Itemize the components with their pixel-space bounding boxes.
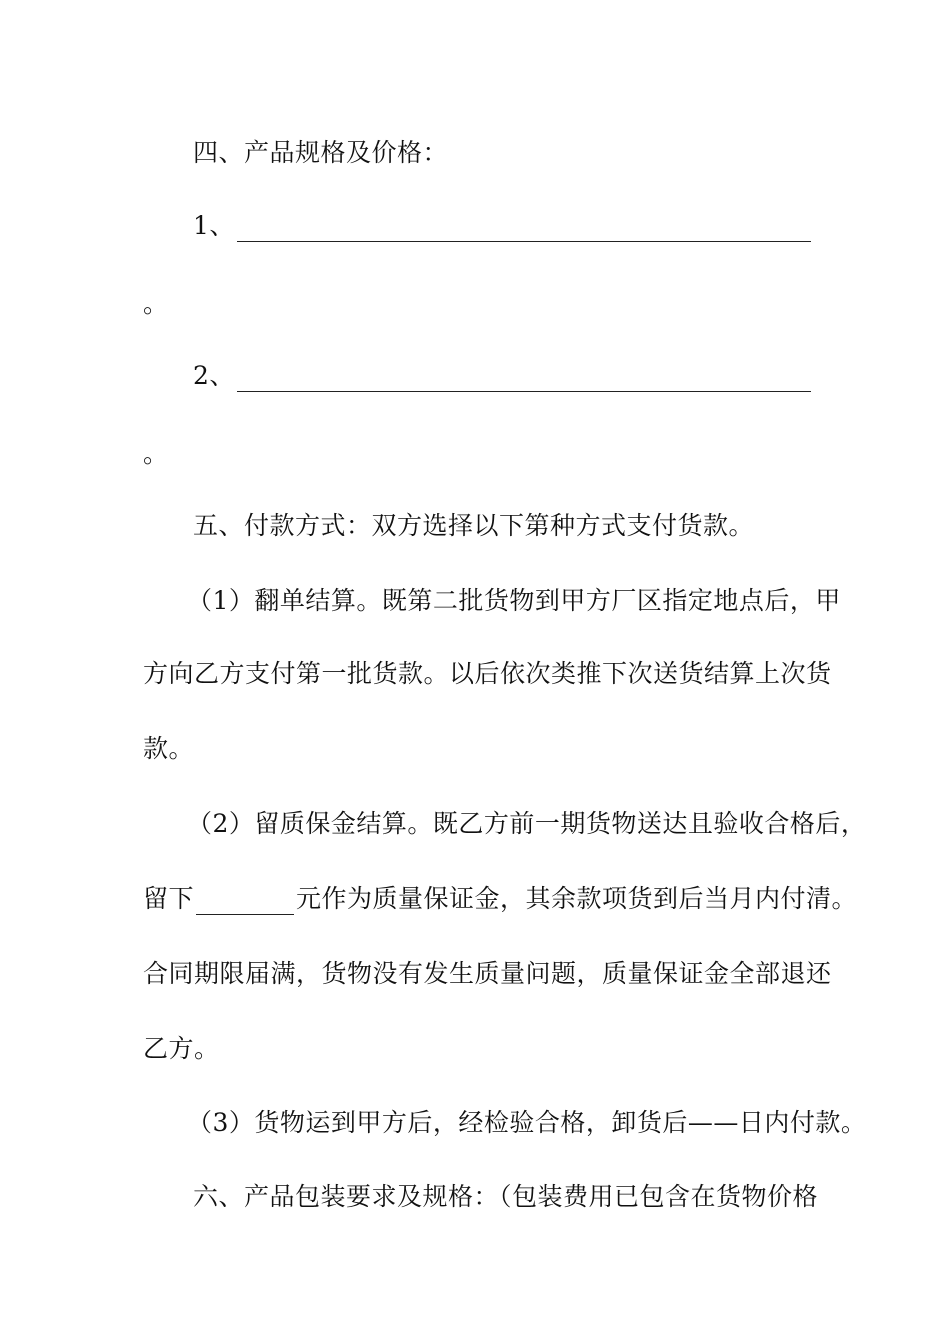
spec-item-2-period: 。	[143, 439, 169, 468]
payment-option-1-line-1: （1）翻单结算。既第二批货物到甲方厂区指定地点后，甲	[187, 586, 841, 615]
spec-item-2-number: 2、	[193, 361, 235, 390]
payment-option-2-prefix: 留下	[143, 884, 195, 913]
spec-item-2-blank	[237, 369, 811, 392]
spec-item-1-period: 。	[143, 289, 169, 318]
spec-item-1	[193, 210, 811, 242]
spec-item-2	[193, 360, 811, 392]
payment-option-2-line-1: （2）留质保金结算。既乙方前一期货物送达且验收合格后，	[187, 809, 867, 838]
section6-heading: 六、产品包装要求及规格：（包装费用已包含在货物价格	[193, 1182, 819, 1211]
spec-item-1-blank	[237, 219, 811, 242]
payment-option-2-line-2	[143, 883, 857, 915]
payment-option-2-suffix: 元作为质量保证金，其余款项货到后当月内付清。	[296, 884, 858, 913]
payment-option-1-line-2: 方向乙方支付第一批货款。以后依次类推下次送货结算上次货	[143, 659, 832, 688]
payment-option-2-line-4: 乙方。	[143, 1034, 220, 1063]
payment-option-3-line-1: （3）货物运到甲方后，经检验合格，卸货后——日内付款。	[187, 1108, 867, 1137]
deposit-amount-blank	[196, 892, 294, 915]
payment-option-1-line-3: 款。	[143, 734, 195, 763]
section5-heading: 五、付款方式：双方选择以下第种方式支付货款。	[193, 511, 755, 540]
spec-item-1-number: 1、	[193, 211, 235, 240]
section4-heading: 四、产品规格及价格：	[193, 138, 449, 167]
payment-option-2-line-3: 合同期限届满，货物没有发生质量问题，质量保证金全部退还	[143, 959, 832, 988]
